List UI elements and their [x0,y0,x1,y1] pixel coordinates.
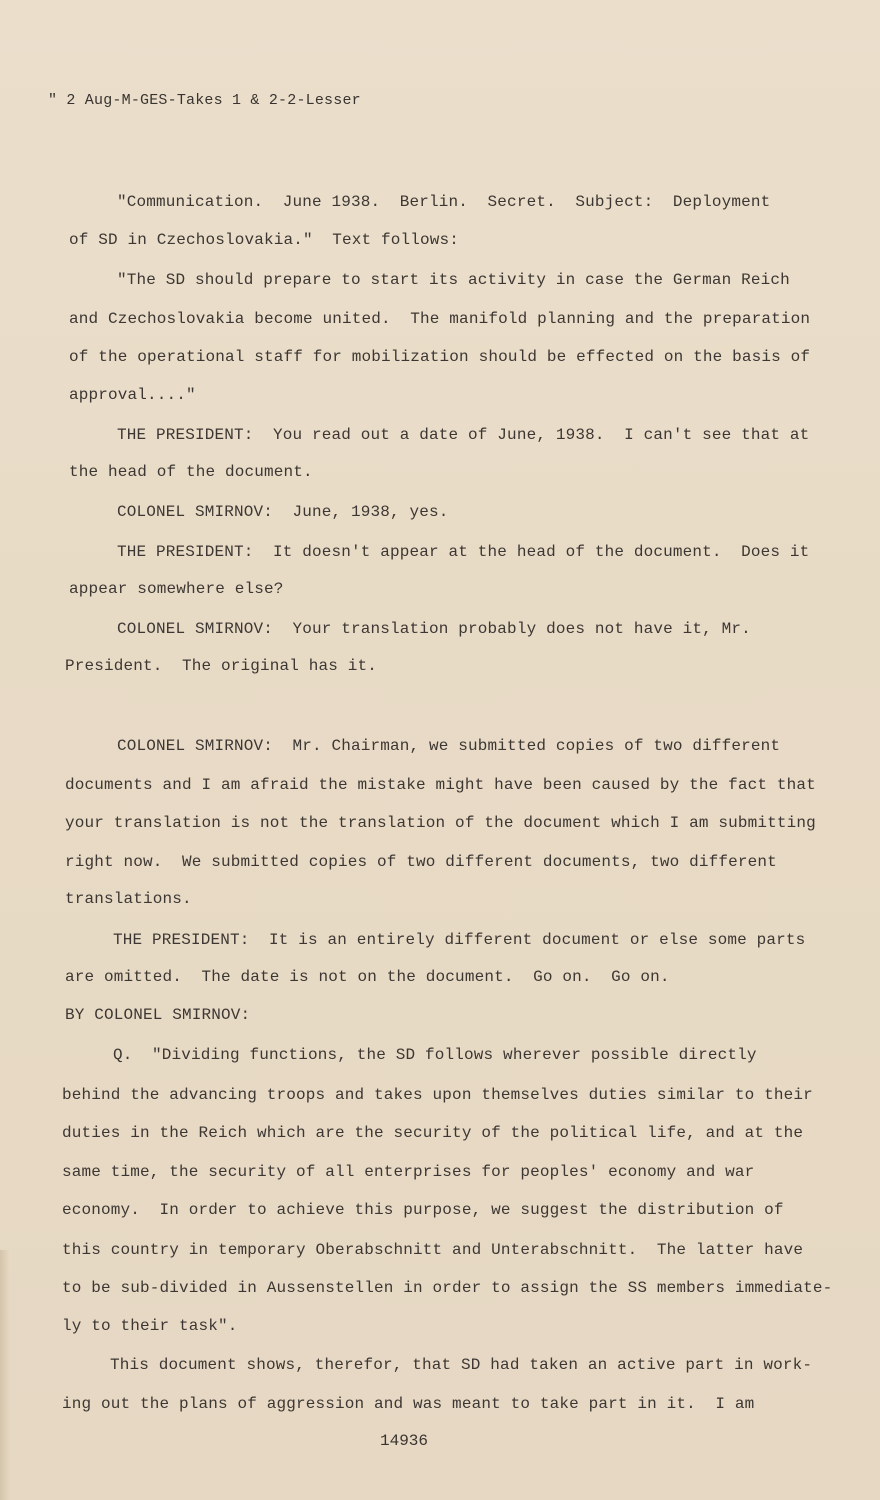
text-line: This document shows, therefor, that SD had taken an active part in work- [110,1356,813,1374]
text-line: ing out the plans of aggression and was meant to take part in it. I am [62,1395,755,1413]
text-line: COLONEL SMIRNOV: Your translation probably does not have it, Mr. [117,620,751,638]
text-line: THE PRESIDENT: It is an entirely different document or else some parts [113,931,806,949]
text-line: COLONEL SMIRNOV: Mr. Chairman, we submitted copies of two different [117,737,781,755]
text-line: BY COLONEL SMIRNOV: [65,1006,251,1024]
text-line: same time, the security of all enterprises for peoples' economy and war [62,1163,755,1181]
text-line: approval...." [69,386,196,404]
text-line: President. The original has it. [65,657,378,675]
text-line: this country in temporary Oberabschnitt and Unterabschnitt. The latter have [62,1241,804,1259]
text-line: your translation is not the translation of the document which I am submitting [65,814,816,832]
text-line: COLONEL SMIRNOV: June, 1938, yes. [117,503,449,521]
text-line: THE PRESIDENT: It doesn't appear at the head of the document. Does it [117,543,810,561]
text-line: of the operational staff for mobilization should be effected on the basis of [69,348,811,366]
page-edge-shadow [0,1250,10,1500]
text-line: duties in the Reich which are the security of the political life, and at the [62,1124,804,1142]
text-line: appear somewhere else? [69,580,284,598]
text-line: translations. [65,890,192,908]
text-line: of SD in Czechoslovakia." Text follows: [69,231,460,249]
text-line: the head of the document. [69,463,313,481]
text-line: ly to their task". [62,1317,238,1335]
text-line: and Czechoslovakia become united. The manifold planning and the preparation [69,310,811,328]
text-line: to be sub-divided in Aussenstellen in order to assign the SS members immediate- [62,1279,833,1297]
text-line: "Communication. June 1938. Berlin. Secret. Subject: Deployment [117,193,771,211]
text-line: right now. We submitted copies of two different documents, two different [65,853,777,871]
text-line: behind the advancing troops and takes upon themselves duties similar to their [62,1086,813,1104]
text-line: Q. "Dividing functions, the SD follows wherever possible directly [113,1046,757,1064]
document-header: " 2 Aug-M-GES-Takes 1 & 2-2-Lesser [48,92,361,109]
text-line: documents and I am afraid the mistake might have been caused by the fact that [65,776,816,794]
text-line: THE PRESIDENT: You read out a date of June, 1938. I can't see that at [117,426,810,444]
page-number: 14936 [380,1432,429,1450]
text-line: "The SD should prepare to start its activity in case the German Reich [117,271,790,289]
text-line: are omitted. The date is not on the document. Go on. Go on. [65,968,670,986]
text-line: economy. In order to achieve this purpose, we suggest the distribution of [62,1201,784,1219]
